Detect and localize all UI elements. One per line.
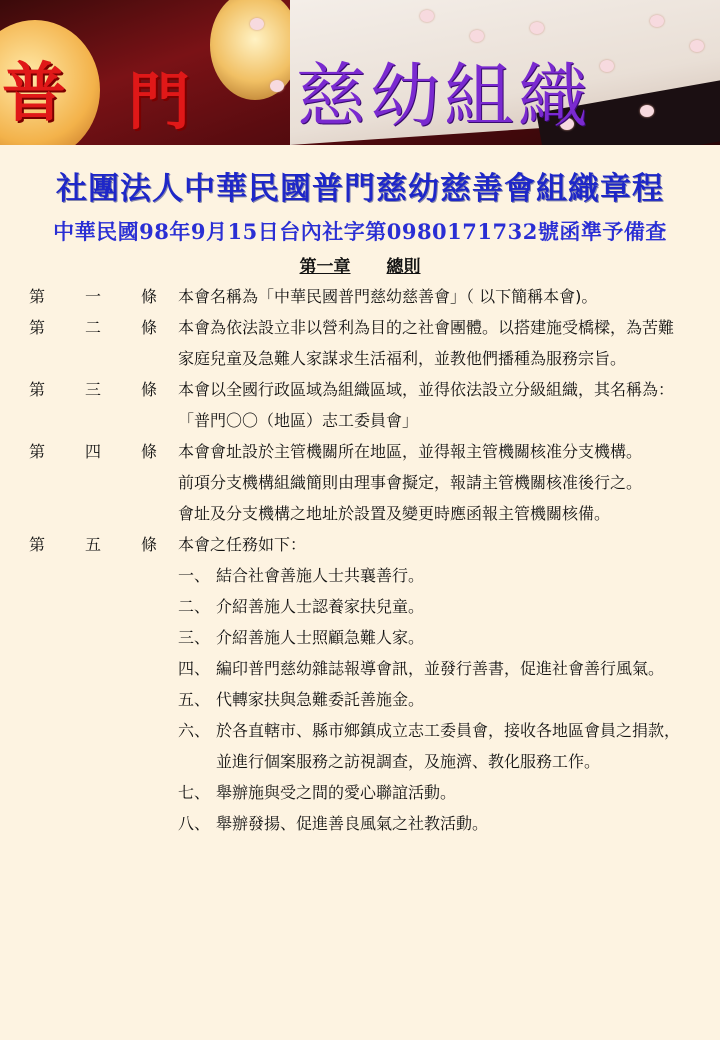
blossom-decoration bbox=[650, 15, 664, 27]
article-label-part: 第 bbox=[29, 535, 46, 554]
article-label-part: 條 bbox=[141, 380, 158, 399]
article-label-part: 條 bbox=[141, 535, 158, 554]
banner-pu: 普 bbox=[2, 57, 64, 131]
article bbox=[0, 529, 720, 839]
article-label bbox=[0, 374, 178, 436]
article-text bbox=[178, 281, 688, 312]
chapter-number: 第一章 bbox=[299, 257, 351, 277]
article-label bbox=[0, 312, 178, 374]
article bbox=[0, 436, 720, 529]
article-text bbox=[178, 529, 688, 839]
blossom-decoration bbox=[270, 80, 284, 92]
list-item bbox=[178, 684, 688, 715]
list-item-number: 二、 bbox=[178, 597, 211, 616]
list-item bbox=[178, 560, 688, 591]
article-label-part: 五 bbox=[85, 535, 102, 554]
article bbox=[0, 281, 720, 312]
list-item-text: 介紹善施人士照顧急難人家。 bbox=[216, 628, 425, 647]
list-item-text: 結合社會善施人士共襄善行。 bbox=[216, 566, 425, 585]
blossom-decoration bbox=[640, 105, 654, 117]
list-item-number: 六、 bbox=[178, 721, 211, 740]
list-item bbox=[178, 777, 688, 808]
header-banner bbox=[0, 0, 720, 145]
article-label bbox=[0, 529, 178, 839]
article-label-part: 條 bbox=[141, 287, 158, 306]
banner-men: 門 bbox=[128, 65, 191, 138]
article-text bbox=[178, 374, 688, 436]
article-label-part: 二 bbox=[85, 318, 102, 337]
list-item-text: 於各直轄市、縣市鄉鎮成立志工委員會，接收各地區會員之捐款，並進行個案服務之訪視調查，及施濟、教化服務工作。 bbox=[216, 721, 681, 771]
article-label bbox=[0, 281, 178, 312]
article-label-part: 條 bbox=[141, 318, 158, 337]
article-label-part: 第 bbox=[29, 287, 46, 306]
list-item-number: 一、 bbox=[178, 566, 211, 585]
blossom-decoration bbox=[250, 18, 264, 30]
banner-org-name: 慈幼組織 bbox=[296, 55, 592, 137]
list-item-text: 編印普門慈幼雜誌報導會訊，並發行善書，促進社會善行風氣。 bbox=[216, 659, 665, 678]
blossom-decoration bbox=[690, 40, 704, 52]
list-item-number: 八、 bbox=[178, 814, 211, 833]
article-text bbox=[178, 436, 688, 529]
lantern-decoration bbox=[210, 0, 300, 100]
list-item bbox=[178, 653, 688, 684]
list-item-number: 三、 bbox=[178, 628, 211, 647]
list-item-text: 舉辦發揚、促進善良風氣之社教活動。 bbox=[216, 814, 489, 833]
chapter-name: 總則 bbox=[386, 257, 421, 277]
list-item-number: 四、 bbox=[178, 659, 211, 678]
article bbox=[0, 312, 720, 374]
article-paragraph: 前項分支機構組織簡則由理事會擬定，報請主管機關核准後行之。 bbox=[178, 473, 643, 492]
article-label-part: 四 bbox=[85, 442, 102, 461]
list-item bbox=[178, 715, 688, 777]
blossom-decoration bbox=[530, 22, 544, 34]
blossom-decoration bbox=[600, 60, 614, 72]
article-label bbox=[0, 436, 178, 529]
list-item bbox=[178, 808, 688, 839]
article-label-part: 第 bbox=[29, 318, 46, 337]
list-item-text: 舉辦施與受之間的愛心聯誼活動。 bbox=[216, 783, 457, 802]
article-text bbox=[178, 312, 688, 374]
document-subtitle: 中華民國98年9月15日台內社字第0980171732號函準予備查 bbox=[53, 219, 667, 244]
article-paragraph: 會址及分支機構之地址於設置及變更時應函報主管機關核備。 bbox=[178, 504, 611, 523]
list-item bbox=[178, 622, 688, 653]
article-paragraph: 本會會址設於主管機關所在地區，並得報主管機關核准分支機構。 bbox=[178, 442, 643, 461]
list-item bbox=[178, 591, 688, 622]
article-intro: 本會之任務如下： bbox=[178, 535, 307, 554]
list-item-number: 七、 bbox=[178, 783, 211, 802]
article bbox=[0, 374, 720, 436]
list-item-text: 代轉家扶與急難委託善施金。 bbox=[216, 690, 425, 709]
article-label-part: 第 bbox=[29, 442, 46, 461]
document-title: 社團法人中華民國普門慈幼慈善會組織章程 bbox=[56, 171, 664, 207]
chapter-heading bbox=[0, 252, 720, 277]
article-label-part: 一 bbox=[85, 287, 102, 306]
blossom-decoration bbox=[420, 10, 434, 22]
article-label-part: 第 bbox=[29, 380, 46, 399]
list-item-text: 介紹善施人士認養家扶兒童。 bbox=[216, 597, 425, 616]
article-paragraph: 本會以全國行政區域為組織區域，並得依法設立分級組織，其名稱為：「普門〇〇（地區）志工委員會」 bbox=[178, 380, 675, 430]
list-item-number: 五、 bbox=[178, 690, 211, 709]
article-label-part: 條 bbox=[141, 442, 158, 461]
article-paragraph: 本會為依法設立非以營利為目的之社會團體。以搭建施受橋樑，為苦難家庭兒童及急難人家謀求生活福利，並教他們播種為服務宗旨。 bbox=[178, 318, 675, 368]
articles-list bbox=[0, 281, 720, 839]
article-paragraph: 本會名稱為「中華民國普門慈幼慈善會」（ 以下簡稱本會)。 bbox=[178, 287, 598, 306]
article-label-part: 三 bbox=[85, 380, 102, 399]
